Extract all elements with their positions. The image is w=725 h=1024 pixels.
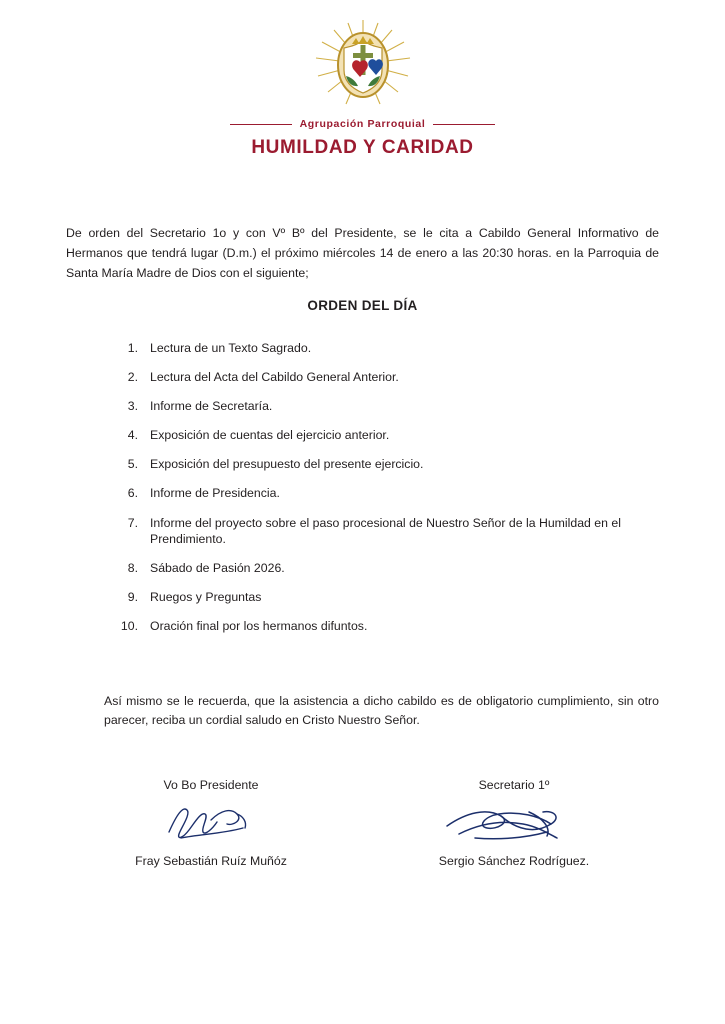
list-item-text: Exposición del presupuesto del presente ejercicio. [150,457,424,472]
list-item-number: 5. [127,457,138,472]
list-item-number: 7. [127,515,138,530]
signature-president [66,778,356,868]
list-item-text: Informe del proyecto sobre el paso procesional de Nuestro Señor de la Humildad en el Prendimiento. [150,515,621,547]
handwritten-signature-icon [66,792,356,854]
list-item [112,456,647,473]
list-item [112,515,647,548]
list-item-number: 10. [120,619,138,634]
brand-subtitle-row [0,118,725,130]
list-item-text: Oración final por los hermanos difuntos. [150,619,368,634]
list-item-text: Lectura de un Texto Sagrado. [150,341,312,355]
agenda-heading: ORDEN DEL DÍA [307,298,418,313]
signature-role: Secretario 1º [478,778,550,792]
brand-rule-right [433,124,495,125]
brand-title: HUMILDAD Y CARIDAD [251,137,474,158]
heraldic-crest-icon [308,18,418,110]
signature-name: Fray Sebastián Ruíz Muñóz [135,854,287,868]
signature-name: Sergio Sánchez Rodríguez. [438,854,590,868]
signature-block [66,778,659,868]
list-item [112,589,647,606]
brand-rule-left [230,124,292,125]
agenda-list [112,340,647,648]
list-item-number: 3. [127,399,138,414]
list-item-number: 6. [127,486,138,501]
list-item-number: 2. [127,370,138,385]
list-item [112,560,647,577]
list-item-text: Informe de Secretaría. [150,399,273,414]
document-header [0,0,725,159]
brand-block [0,118,725,159]
list-item-text: Ruegos y Preguntas [150,590,262,605]
list-item-number: 8. [127,561,138,576]
handwritten-signature-icon [369,792,659,854]
closing-paragraph: Así mismo se le recuerda, que la asistencia a dicho cabildo es de obligatorio cumplimiento, sin otro parecer, reciba un cordial saludo en Cristo Nuestro Señor. [104,694,659,728]
list-item [112,398,647,415]
list-item [112,618,647,635]
list-item [112,427,647,444]
list-item-text: Lectura del Acta del Cabildo General Anterior. [150,370,399,385]
signature-role: Vo Bo Presidente [163,778,259,792]
signature-secretary [369,778,659,868]
list-item [112,369,647,386]
list-item-number: 1. [127,341,138,355]
brand-subtitle: Agrupación Parroquial [299,118,426,130]
list-item-text: Exposición de cuentas del ejercicio anterior. [150,428,390,443]
list-item [112,485,647,502]
list-item-number: 9. [127,590,138,605]
intro-paragraph: De orden del Secretario 1o y con Vº Bº del Presidente, se le cita a Cabildo General Informativo de Hermanos que tendrá lugar (D.m.) el próximo miércoles 14 de enero a las 20:30 horas. en la Parroquia de Santa María Madre de Dios con el siguiente; [66,226,659,281]
list-item-text: Informe de Presidencia. [150,486,280,501]
list-item-number: 4. [127,428,138,443]
list-item-text: Sábado de Pasión 2026. [150,561,285,576]
list-item [112,340,647,357]
